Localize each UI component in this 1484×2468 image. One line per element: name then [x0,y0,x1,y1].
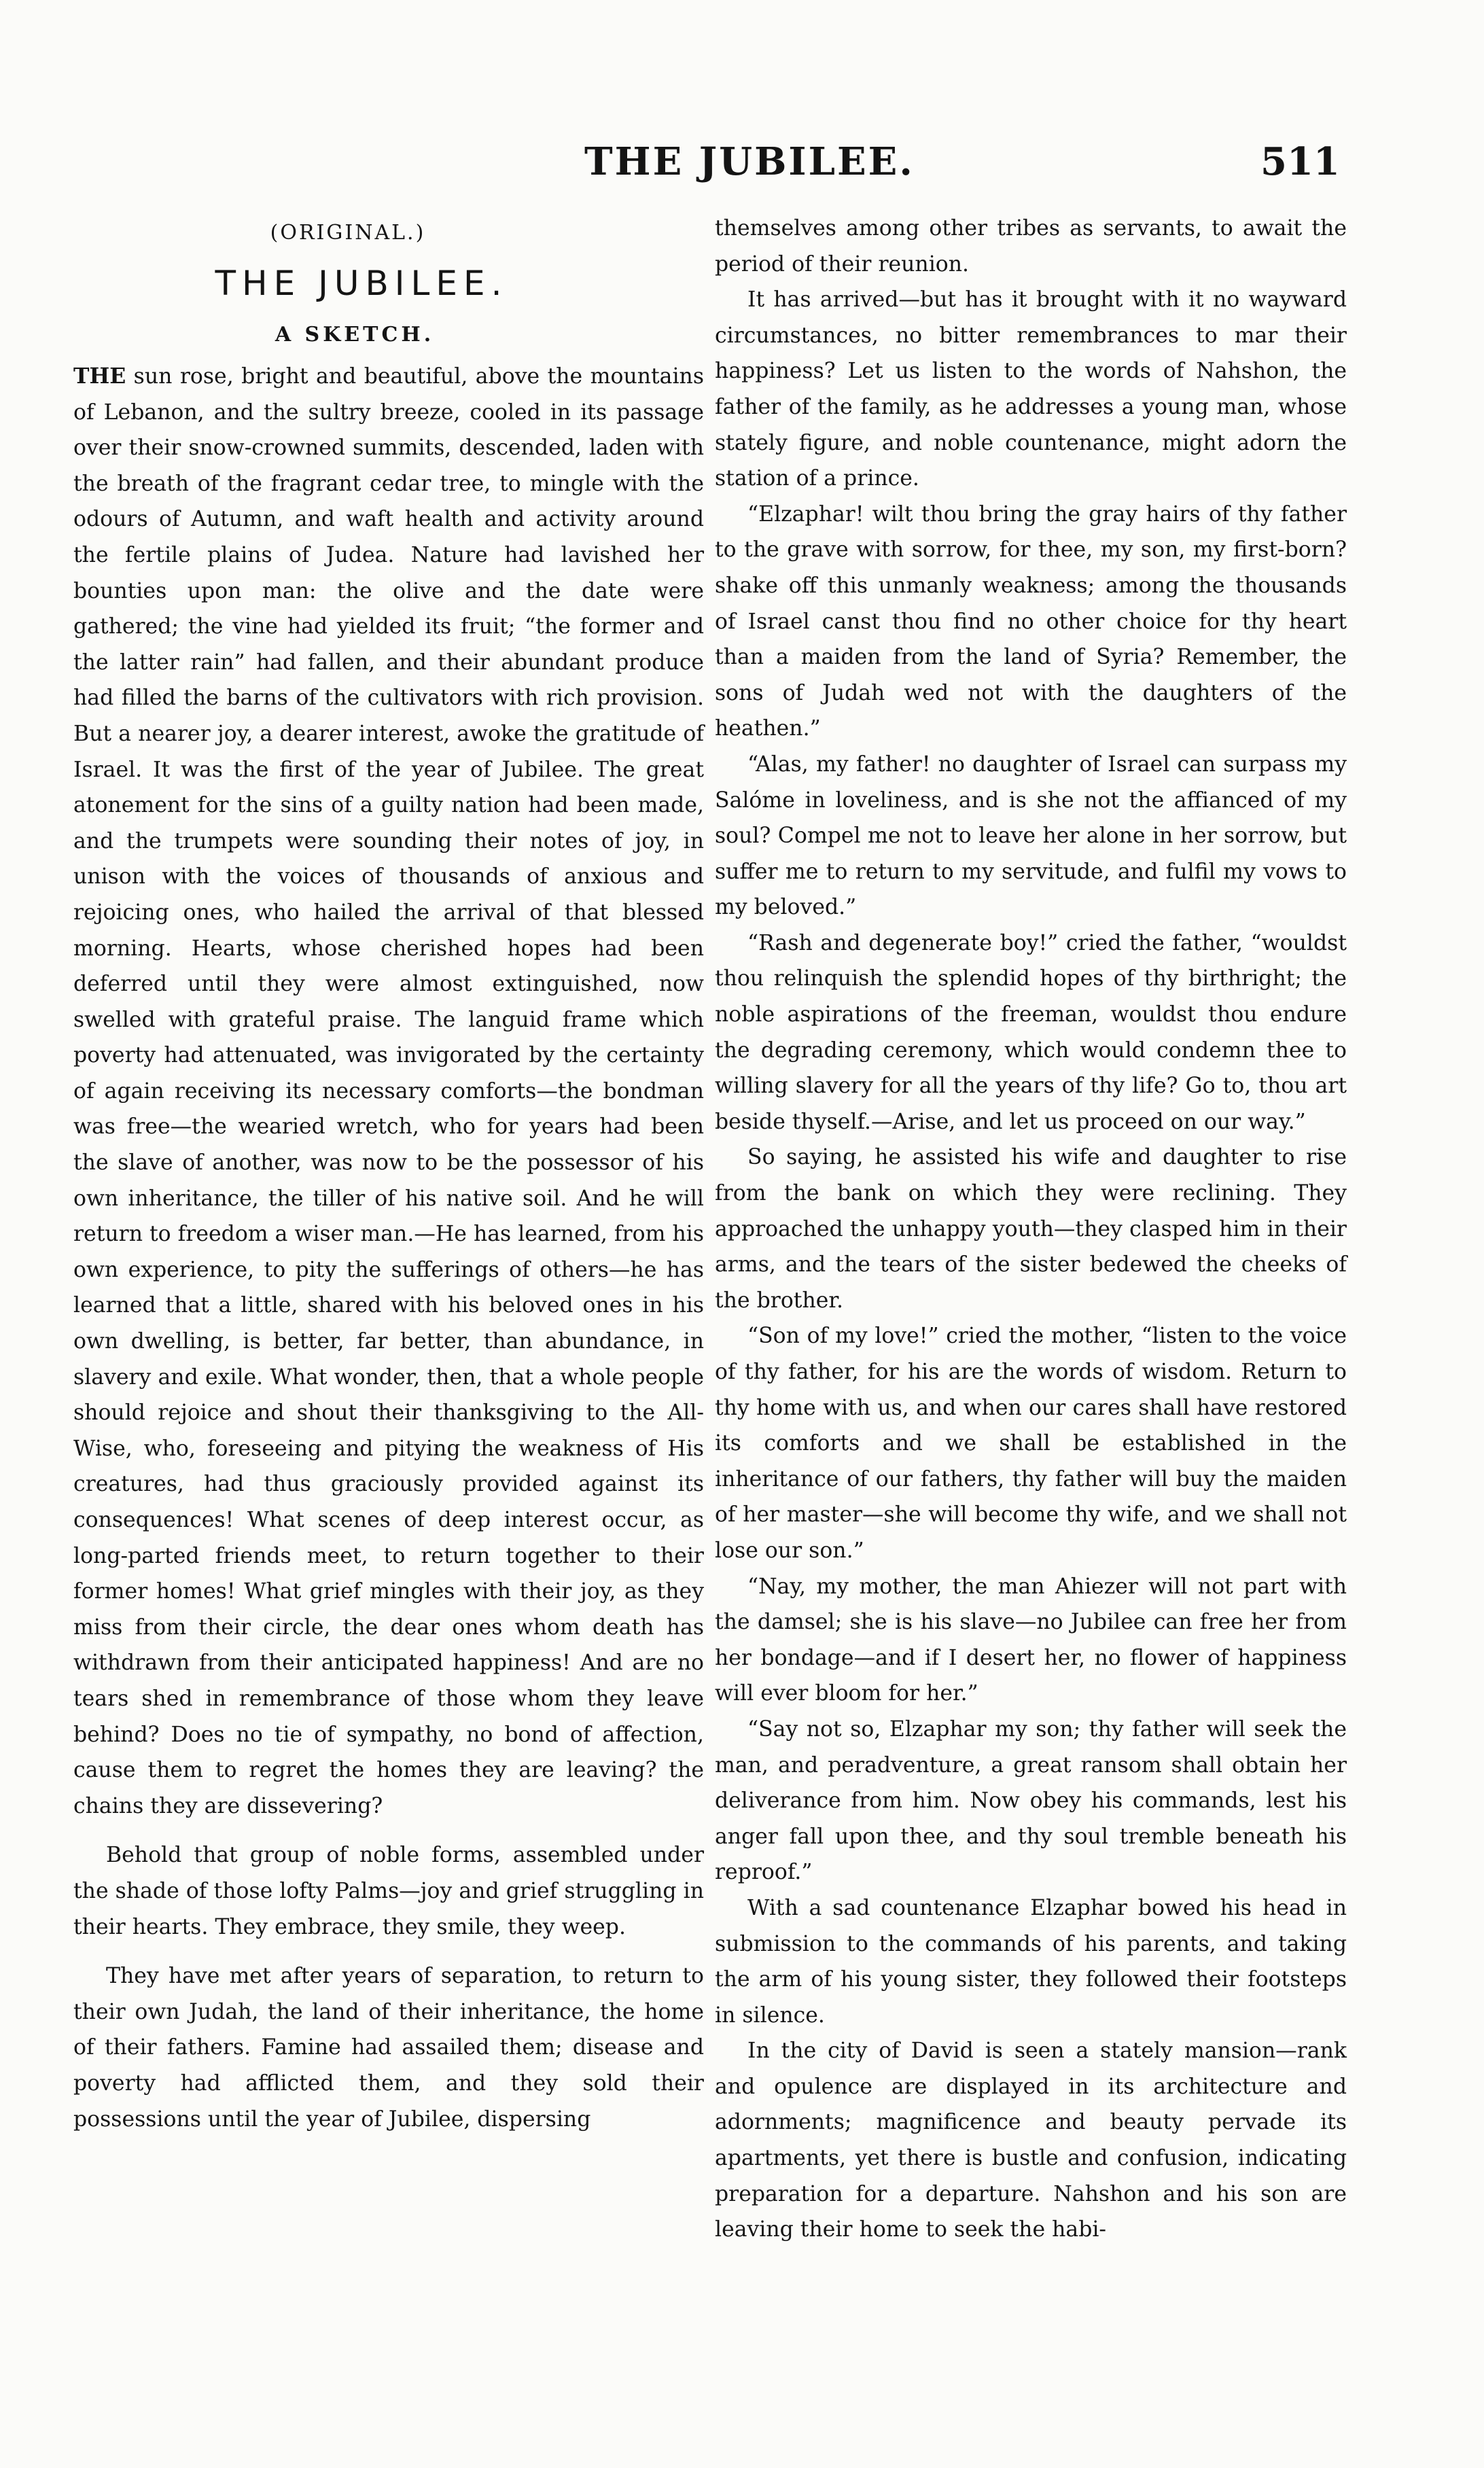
paragraph: “Elzaphar! wilt thou bring the gray hairs of thy father to the grave with sorrow, for thee, my son, my first-born? shake off this unmanly weakness; among the thousands of Israel canst thou find no other choice for thy heart than a maiden from the land of Syria? Remember, the sons of Judah wed not with the daughters of the heathen.” [715,501,1347,741]
paragraph: “Alas, my father! no daughter of Israel can surpass my Salóme in loveliness, and is she not the affianced of my soul? Compel me not to leave her alone in her sorrow, but suffer me to return to my servitude, and fulfil my vows to my beloved.” [715,752,1347,920]
article-subtitle: A SKETCH. [275,323,435,347]
paragraph: Behold that group of noble forms, assembled under the shade of those lofty Palms—joy and grief struggling in their hearts. They embrace, they smile, they weep. [73,1843,704,1939]
paragraph: So saying, he assisted his wife and daughter to rise from the bank on which they were reclining. They approached the unhappy youth—they clasped him in their arms, and the tears of the sister bedewed the cheeks of the brother. [715,1145,1347,1313]
paragraph: “Son of my love!” cried the mother, “listen to the voice of thy father, for his are the words of wisdom. Return to thy home with us, and when our cares shall have restored its comforts and we shall be established in the inheritance of our fathers, thy father will buy the maiden of her master—she will become thy wife, and we shall not lose our son.” [715,1324,1347,1563]
paragraph: “Nay, my mother, the man Ahiezer will not part with the damsel; she is his slave—no Jubilee can free her from her bondage—and if I desert her, no flower of happiness will ever bloom for her.” [715,1574,1347,1706]
paragraph: It has arrived—but has it brought with it no wayward circumstances, no bitter remembrances to mar their happiness? Let us listen to the words of Nahshon, the father of the family, as he addresses a young man, whose stately figure, and noble countenance, might adorn the station of a prince. [715,287,1347,491]
paragraph: “Rash and degenerate boy!” cried the father, “wouldst thou relinquish the splendid hopes of thy birthright; the noble aspirations of the freeman, wouldst thou endure the degrading ceremony, which would condemn thee to willing slavery for all the years of thy life? Go to, thou art beside thyself.—Arise, and let us proceed on our way.” [715,930,1347,1134]
page-number: 511 [1260,139,1340,184]
right-column [715,211,1347,2248]
article-title: THE JUBILEE. [215,264,508,303]
left-column [73,211,704,2137]
paragraph: With a sad countenance Elzaphar bowed his head in submission to the commands of his parents, and taking the arm of his young sister, they followed their footsteps in silence. [715,1895,1347,2028]
paragraph-text: sun rose, bright and beautiful, above the mountains of Lebanon, and the sultry breeze, cooled in its passage over their snow-crowned summits, descended, laden with the breath of the fragrant cedar tree, to mingle with the odours of Autumn, and waft health and activity around the fertile plains of Judea. Nature had lavished her bounties upon man: the olive and the date were gathered; the vine had yielded its fruit; “the former and the latter rain” had fallen, and their abundant produce had filled the barns of the cultivators with rich provision. But a nearer joy, a dearer interest, awoke the gratitude of Israel. It was the first of the year of Jubilee. The great atonement for the sins of a guilty nation had been made, and the trumpets were sounding their notes of joy, in unison with the voices of thousands of anxious and rejoicing ones, who hailed the arrival of that blessed morning. Hearts, whose cherished hopes had been deferred until they were almost extinguished, now swelled with grateful praise. The languid frame which poverty had attenuated, was invigorated by the certainty of again receiving its necessary comforts—the bondman was free—the wearied wretch, who for years had been the slave of another, was now to be the possessor of his own inheritance, the tiller of his native soil. And he will return to freedom a wiser man.—He has learned, from his own experience, to pity the sufferings of others—he has learned that a little, shared with his beloved ones in his own dwelling, is better, far better, than abundance, in slavery and exile. What wonder, then, that a whole people should rejoice and shout their thanksgiving to the All-Wise, who, foreseeing and pitying the weakness of His creatures, had thus graciously provided against its consequences! What scenes of deep interest occur, as long-parted friends meet, to return together to their former homes! What grief mingles with their joy, as they miss from their circle, the dear ones whom death has withdrawn from their anticipated happiness! And are no tears shed in remembrance of those whom they leave behind? Does no tie of sympathy, no bond of affection, cause them to regret the homes they are leaving? the chains they are dissevering? [73,364,704,1818]
paragraph: In the city of David is seen a stately mansion—rank and opulence are displayed in its architecture and adornments; magnificence and beauty pervade its apartments, yet there is bustle and confusion, indicating preparation for a departure. Nahshon and his son are leaving their home to seek the habi- [715,2039,1347,2242]
drop-cap: THE [73,364,126,389]
paragraph: “Say not so, Elzaphar my son; thy father will seek the man, and peradventure, a great ransom shall obtain her deliverance from him. Now obey his commands, lest his anger fall upon thee, and thy soul tremble beneath his reproof.” [715,1716,1347,1885]
running-head [0,139,1484,194]
running-title: THE JUBILEE. [584,139,915,184]
article-origin: (ORIGINAL.) [270,221,426,245]
paragraph: They have met after years of separation, to return to their own Judah, the land of their inheritance, the home of their fathers. Famine had assailed them; disease and poverty had afflicted them, and they sold their possessions until the year of Jubilee, dispersing [73,1964,704,2132]
paragraph [73,359,704,1824]
paragraph: themselves among other tribes as servants, to await the period of their reunion. [715,216,1347,277]
